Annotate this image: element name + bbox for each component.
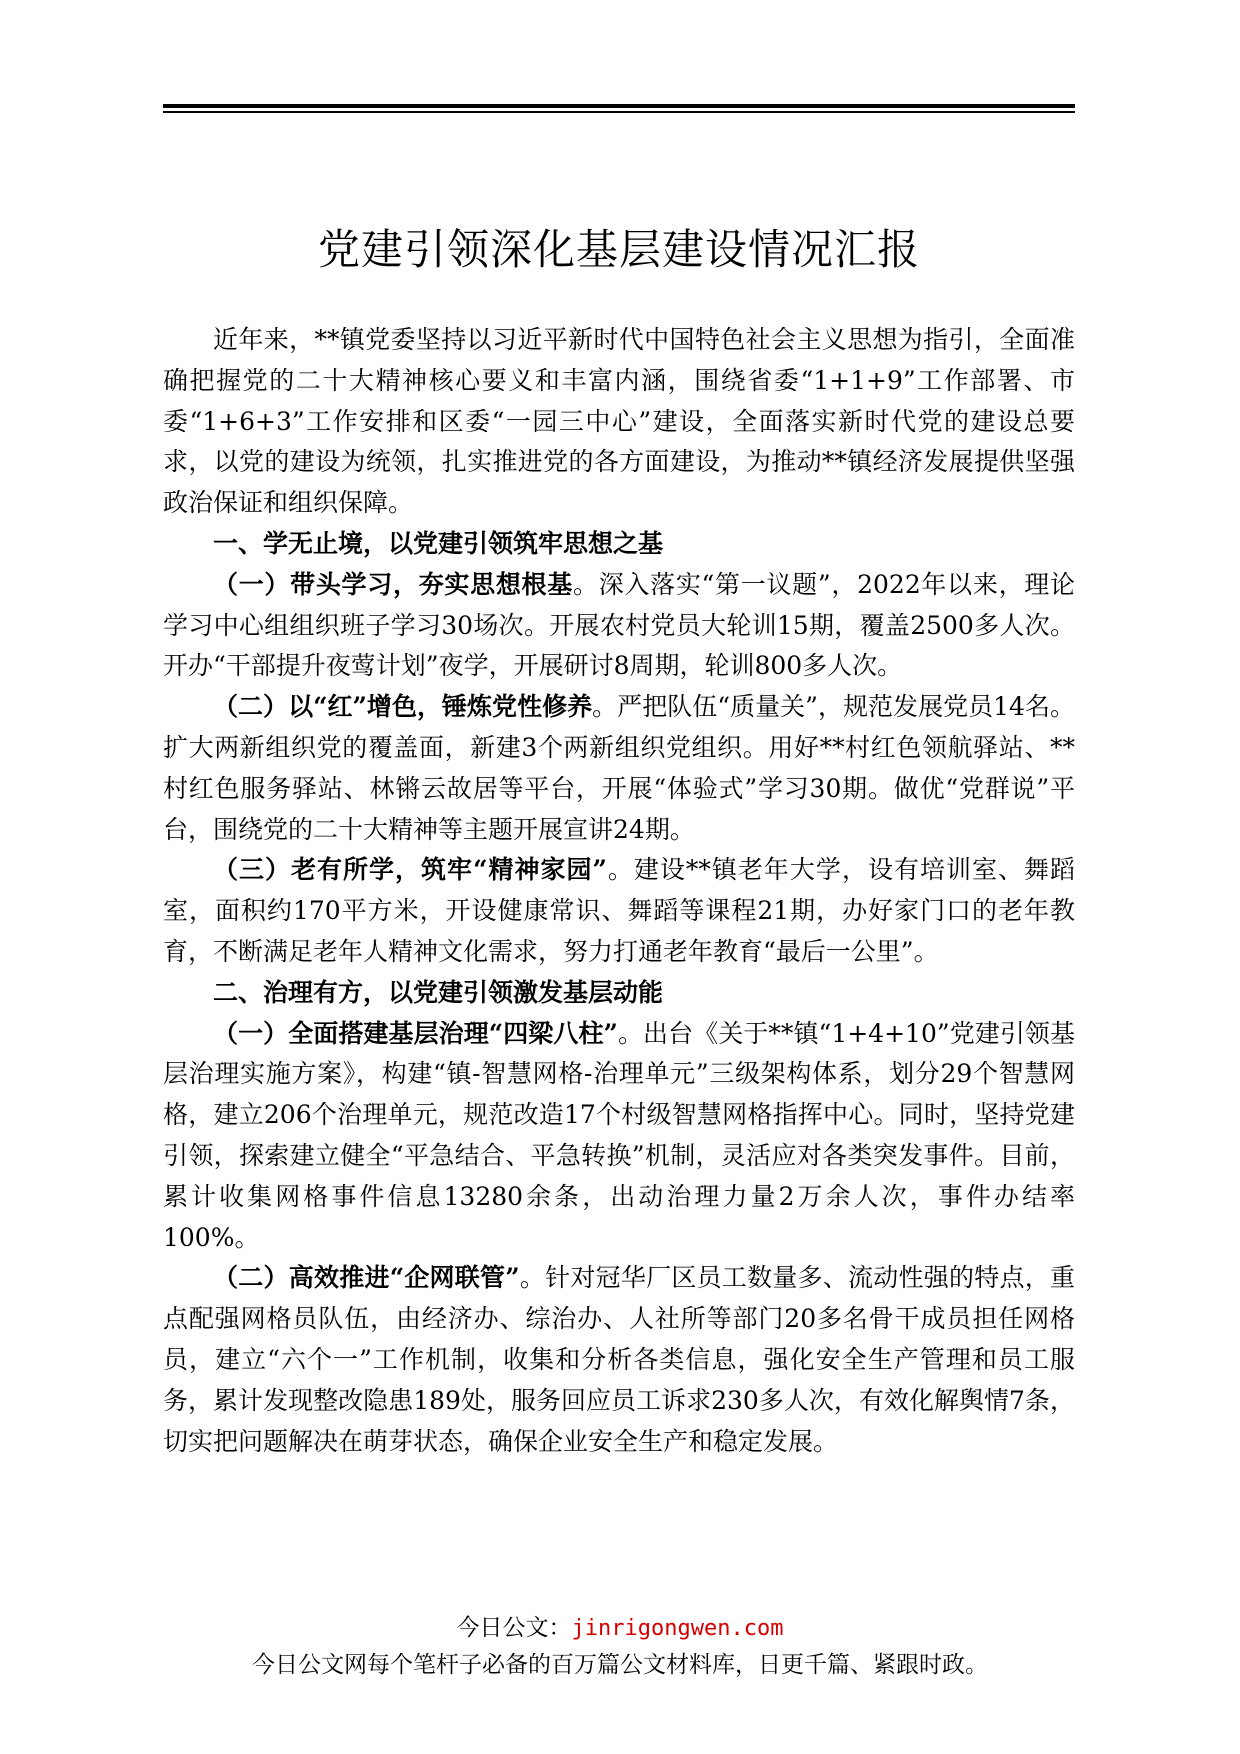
item-lead: （一）带头学习，夯实思想根基 bbox=[213, 569, 573, 599]
item-lead: （三）老有所学，筑牢“精神家园” bbox=[213, 855, 607, 885]
item-text: 。针对冠华厂区员工数量多、流动性强的特点，重点配强网格员队伍，由经济办、综治办、人社所等部门20多名骨干成员担任网格员，建立“六个一”工作机制，收集和分析各类信息，强化安全生产管理和员工服务，累计发现整改隐患189处，服务回应员工诉求230多人次，有效化解舆情7条，切实把问题解决在萌芽状态，确保企业安全生产和稳定发展。 bbox=[163, 1263, 1075, 1456]
section-1-item-3 bbox=[163, 850, 1075, 972]
section-1-heading: 一、学无止境，以党建引领筑牢思想之基 bbox=[213, 528, 664, 558]
item-lead: （二）高效推进“企网联管” bbox=[213, 1263, 520, 1293]
header-double-rule bbox=[163, 104, 1075, 112]
section-2-item-2 bbox=[163, 1258, 1075, 1462]
footer-site-label: 今日公文： bbox=[456, 1615, 572, 1641]
footer-site-link[interactable]: jinrigongwen.com bbox=[571, 1616, 784, 1641]
item-text: 。出台《关于**镇“1+4+10”党建引领基层治理实施方案》，构建“镇-智慧网格-治理单元”三级架构体系，划分29个智慧网格，建立206个治理单元，规范改造17个村级智慧网格指挥中心。同时，坚持党建引领，探索建立健全“平急结合、平急转换”机制，灵活应对各类突发事件。目前，累计收集网格事件信息13280余条，出动治理力量2万余人次，事件办结率100%。 bbox=[163, 1018, 1075, 1252]
intro-paragraph: 近年来，**镇党委坚持以习近平新时代中国特色社会主义思想为指引，全面准确把握党的二十大精神核心要义和丰富内涵，围绕省委“1+1+9”工作部署、市委“1+6+3”工作安排和区委“一园三中心”建设，全面落实新时代党的建设总要求，以党的建设为统领，扎实推进党的各方面建设，为推动**镇经济发展提供坚强政治保证和组织保障。 bbox=[163, 325, 1075, 518]
item-lead: （一）全面搭建基层治理“四梁八柱” bbox=[213, 1018, 618, 1048]
section-1-item-2 bbox=[163, 687, 1075, 850]
document-title: 党建引领深化基层建设情况汇报 bbox=[317, 225, 920, 274]
section-2-heading: 二、治理有方，以党建引领激发基层动能 bbox=[213, 977, 664, 1007]
document-body bbox=[163, 320, 1075, 1462]
section-1-item-1 bbox=[163, 565, 1075, 687]
header-rule-thin bbox=[163, 111, 1075, 113]
header-rule-thick bbox=[163, 104, 1075, 108]
footer-site-line bbox=[0, 1610, 1240, 1647]
item-text: 。建设**镇老年大学，设有培训室、舞蹈室，面积约170平方米，开设健康常识、舞蹈等课程21期，办好家门口的老年教育，不断满足老年人精神文化需求，努力打通老年教育“最后一公里”。 bbox=[163, 855, 1075, 966]
footer-banner bbox=[0, 1610, 1240, 1683]
item-lead: （二）以“红”增色，锤炼党性修养 bbox=[213, 692, 593, 722]
item-text: 。深入落实“第一议题”，2022年以来，理论学习中心组组织班子学习30场次。开展农村党员大轮训15期，覆盖2500多人次。开办“干部提升夜莺计划”夜学，开展研讨8周期，轮训800多人次。 bbox=[163, 569, 1075, 681]
footer-slogan: 今日公文网每个笔杆子必备的百万篇公文材料库，日更千篇、紧跟时政。 bbox=[252, 1652, 988, 1678]
section-2-item-1 bbox=[163, 1014, 1075, 1259]
item-text: 。严把队伍“质量关”，规范发展党员14名。扩大两新组织党的覆盖面，新建3个两新组织党组织。用好**村红色领航驿站、**村红色服务驿站、林锵云故居等平台，开展“体验式”学习30期。做优“党群说”平台，围绕党的二十大精神等主题开展宣讲24期。 bbox=[163, 692, 1075, 844]
